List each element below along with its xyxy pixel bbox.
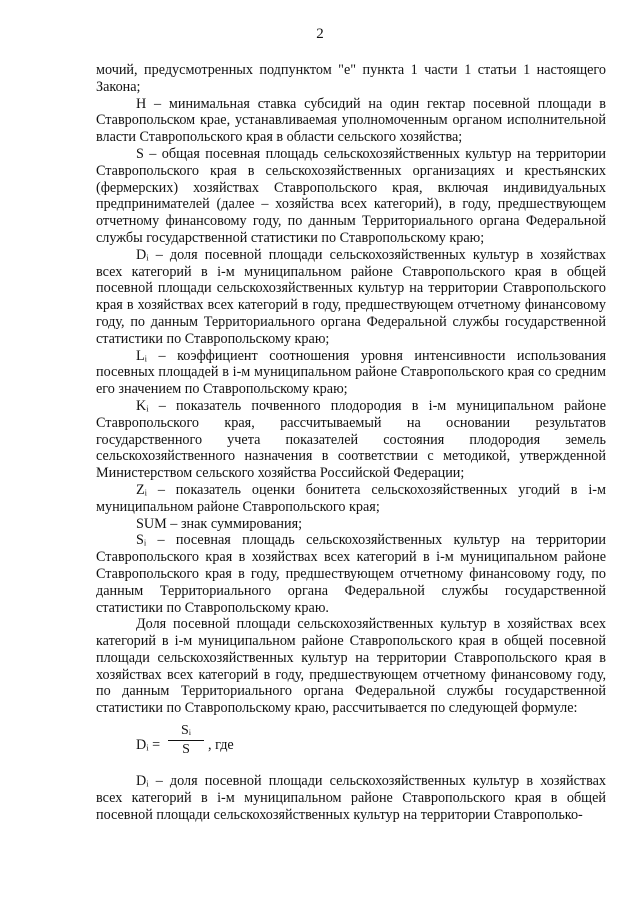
document-body xyxy=(96,62,606,823)
formula-tail: , где xyxy=(208,737,234,754)
formula-fraction xyxy=(168,723,204,758)
closing-paragraph: Dᵢ – доля посевной площади сельскохозяйственных культур в хозяйствах всех категорий в i-м муниципальном районе Ставропольского края в общей посевной площади сельскохозяйственных культур на территории Ставрополько- xyxy=(96,773,606,823)
fraction-bar xyxy=(168,740,204,741)
paragraph: Dᵢ – доля посевной площади сельскохозяйственных культур в хозяйствах всех категорий в i-м муниципальном районе Ставропольского края в общей посевной площади сельскохозяйственных культур на территории Ставропольского края в хозяйствах всех категорий в году, предшествующем отчетному финансовому году, по данным Территориального органа Федеральной службы государственной статистики по Ставропольскому краю; xyxy=(96,246,606,347)
formula-lhs: Dᵢ = xyxy=(136,737,161,754)
paragraph: Zᵢ – показатель оценки бонитета сельскохозяйственных угодий в i-м муниципальном районе Ставропольского края; xyxy=(96,481,606,515)
paragraph: SUM – знак суммирования; xyxy=(136,515,303,532)
paragraph: Sᵢ – посевная площадь сельскохозяйственных культур на территории Ставропольского края в хозяйствах всех категорий в i-м муниципальном районе Ставропольского края в году, предшествующем отчетному финансовому году, по данным Территориального органа Федеральной службы государственной статистики по Ставропольскому краю. xyxy=(96,532,606,616)
formula-denominator: S xyxy=(182,742,190,758)
paragraph: мочий, предусмотренных подпунктом "е" пункта 1 части 1 статьи 1 настоящего Закона; xyxy=(96,62,606,95)
formula xyxy=(96,717,606,773)
paragraph: H – минимальная ставка субсидий на один гектар посевной площади в Ставропольском крае, устанавливаемая уполномоченным органом исполнительной власти Ставропольского края в области сельского хозяйства; xyxy=(96,95,606,146)
paragraph: Доля посевной площади сельскохозяйственных культур в хозяйствах всех категорий в i-м муниципальном районе Ставропольского края в общей посевной площади сельскохозяйственных культур на территории Ставропольского края в хозяйствах всех категорий в году, предшествующем отчетному финансовому году, по данным Территориального органа Федеральной службы государственной статистики по Ставропольскому краю, рассчитывается по следующей формуле: xyxy=(96,616,606,717)
page-number: 2 xyxy=(316,26,324,42)
paragraph: Lᵢ – коэффициент соотношения уровня интенсивности использования посевных площадей в i-м муниципальном районе Ставропольского края со средним его значением по Ставропольскому краю; xyxy=(96,347,606,398)
formula-numerator: Sᵢ xyxy=(180,723,192,739)
paragraph: Kᵢ – показатель почвенного плодородия в i-м муниципальном районе Ставропольского края, рассчитываемый на основании результатов государственного учета показателей состояния плодородия земель сельскохозяйственного назначения в соответствии с методикой, утвержденной Министерством сельского хозяйства Российской Федерации; xyxy=(96,397,606,482)
paragraph: S – общая посевная площадь сельскохозяйственных культур на территории Ставропольского края в сельскохозяйственных организациях и крестьянских (фермерских) хозяйствах Ставропольского края, включая индивидуальных предпринимателей (далее – хозяйства всех категорий), в году, предшествующем отчетному финансовому году, по данным Территориального органа Федеральной службы государственной статистики по Ставропольскому краю; xyxy=(96,145,606,246)
